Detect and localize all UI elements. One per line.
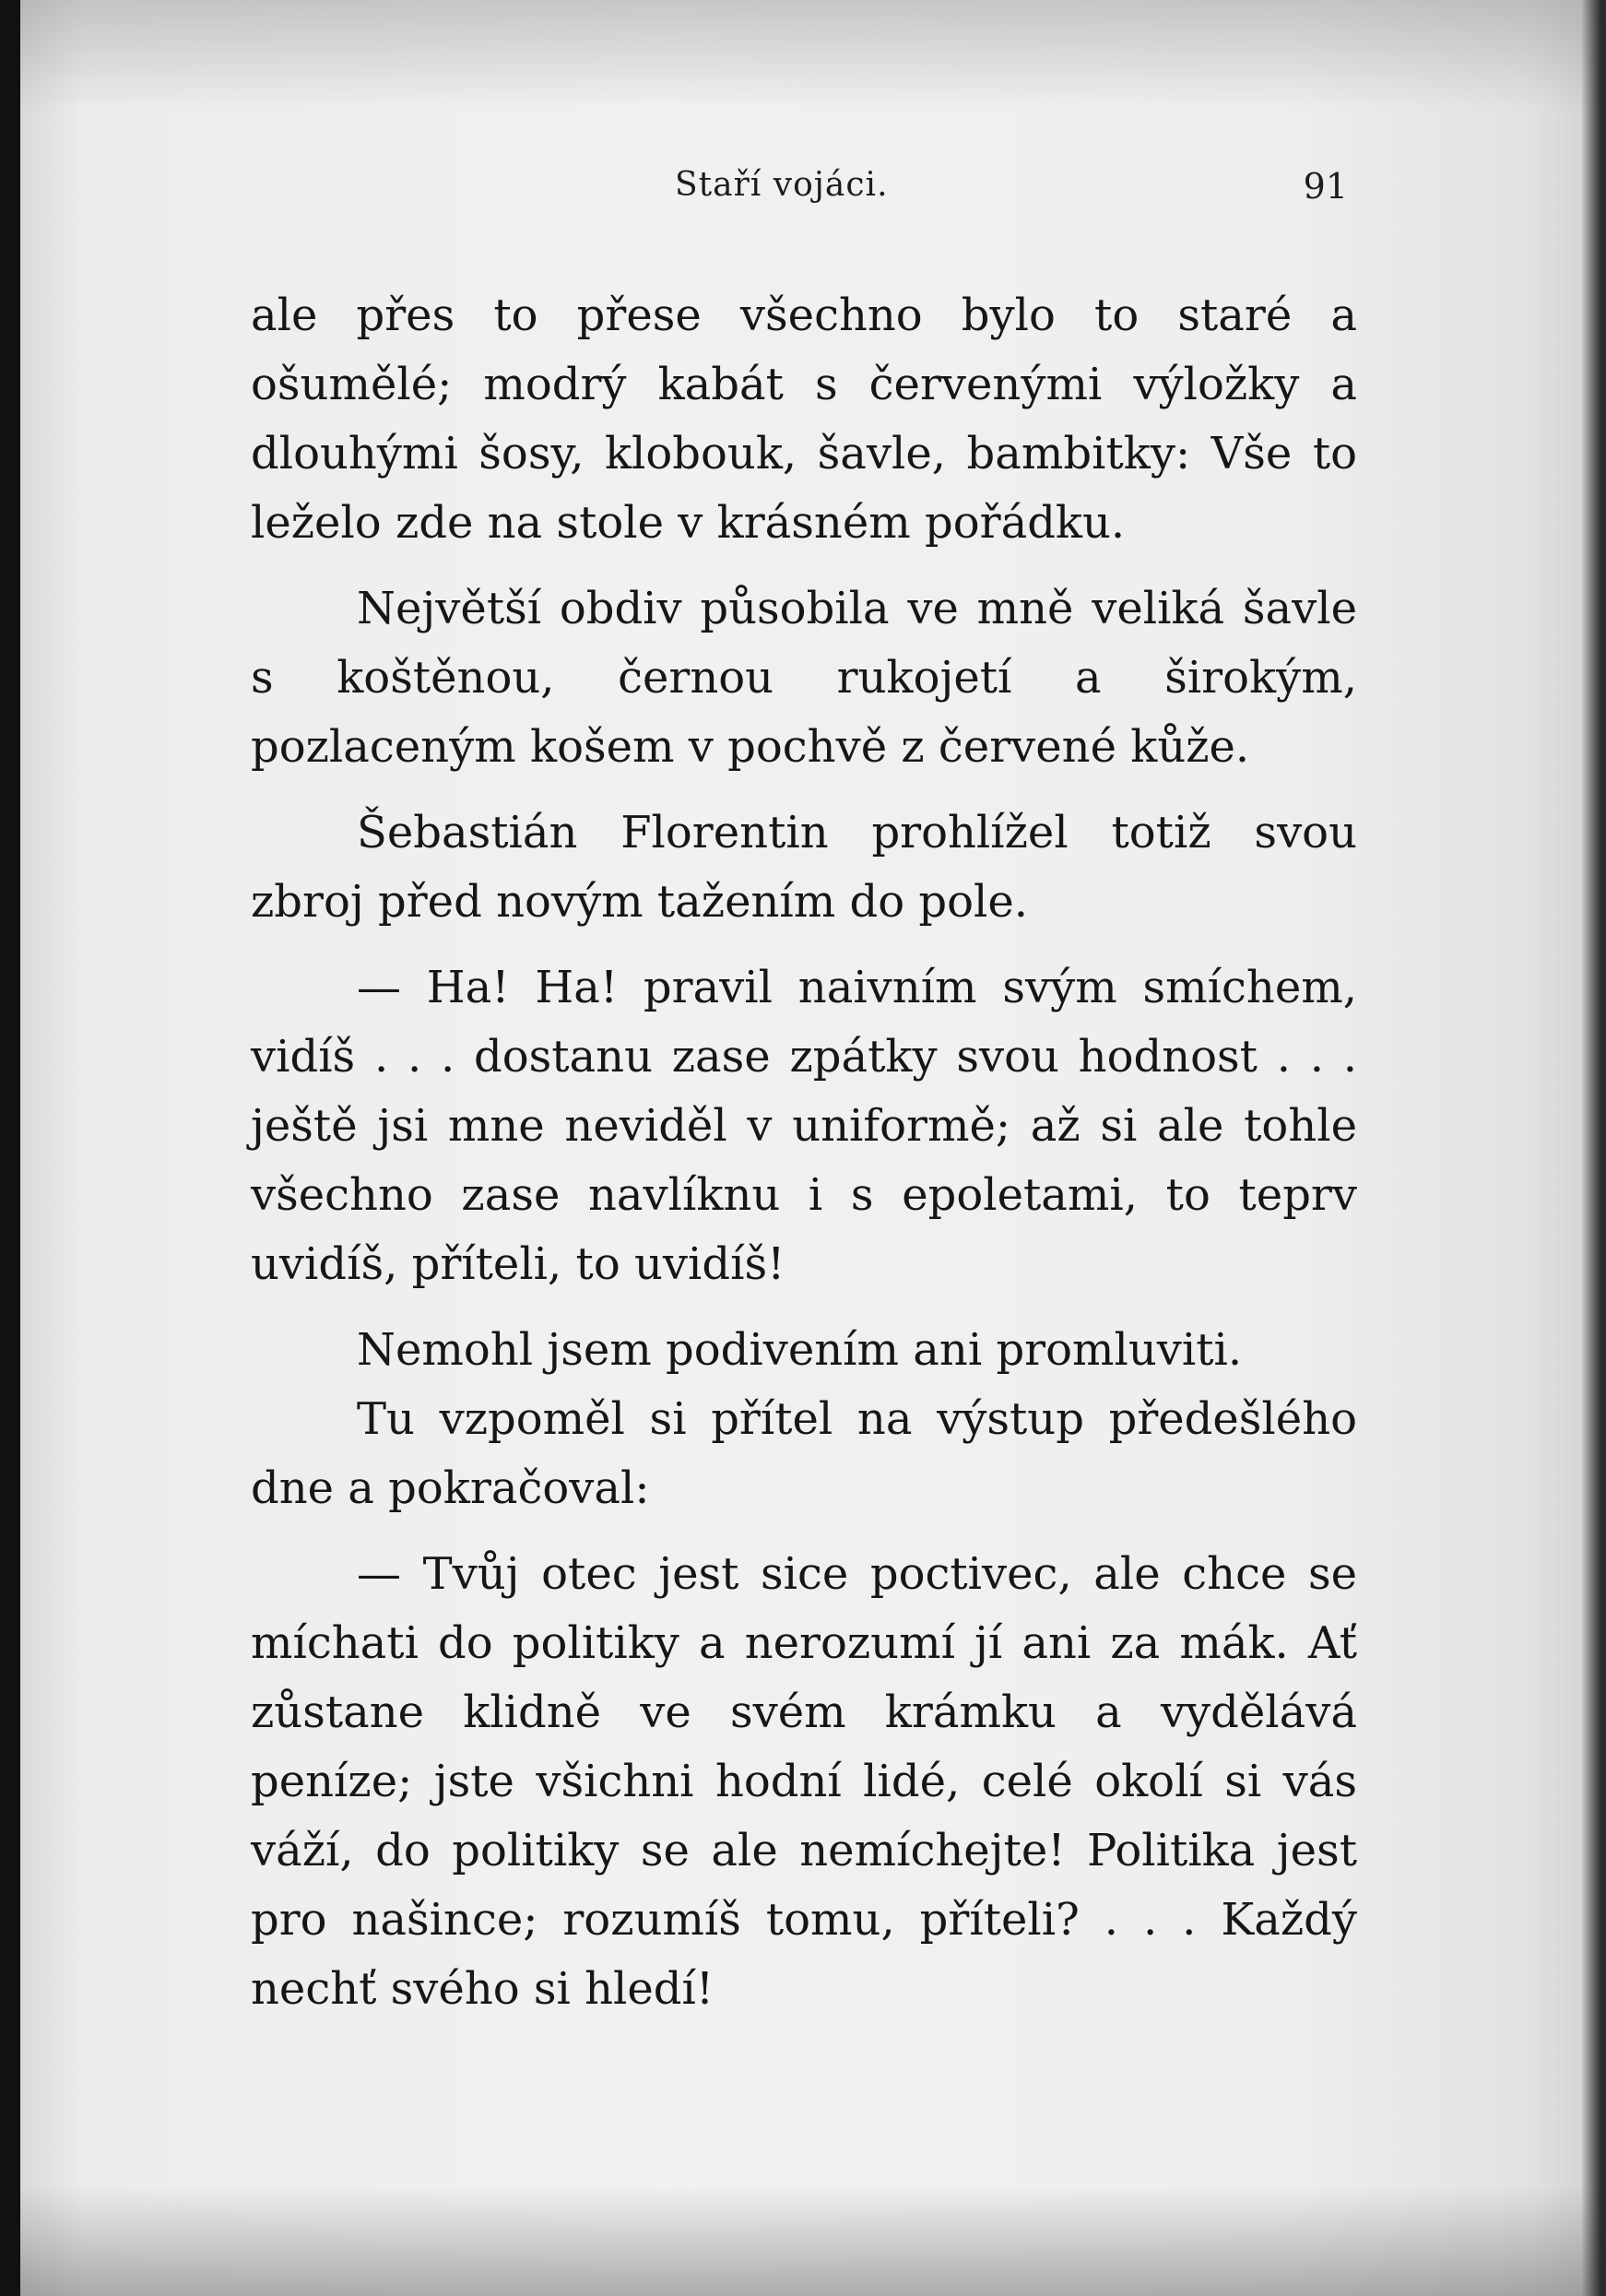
page-paper [20,0,1606,2296]
page-number: 91 [1303,166,1348,207]
paragraph: — Tvůj otec jest sice poctivec, ale chce se míchati do politiky a nerozumí jí ani za mák. Ať zůstane klidně ve svém krámku a vydělává peníze; jste všichni hodní lidé, celé okolí si vás váží, do politiky se ale nemíchejte! Politika jest pro našince; rozumíš tomu, příteli? . . . Každý nechť svého si hledí! [251,1548,1357,2015]
paragraph: — Ha! Ha! pravil naivním svým smíchem, vidíš . . . dostanu zase zpátky svou hodnost . . . ještě jsi mne neviděl v uniformě; až si ale tohle všechno zase navlíknu i s epoletami, to teprv uvidíš, příteli, to uvidíš! [251,962,1357,1290]
page-shadow-top [20,0,1606,111]
paragraph: Šebastián Florentin prohlížel totiž svou zbroj před novým tažením do pole. [251,807,1357,928]
paragraph: Nemohl jsem podivením ani promluviti. [357,1324,1243,1376]
paragraph: Tu vzpoměl si přítel na výstup předešlého dne a pokračoval: [251,1393,1357,1514]
paragraph: ale přes to přese všechno bylo to staré a ošumělé; modrý kabát s červenými výložky a dlouhými šosy, klobouk, šavle, bambitky: Vše to leželo zde na stole v krásném pořádku. [251,290,1357,549]
page-header [232,166,1348,221]
body-text [251,281,1357,2041]
page-shadow-bottom [20,2185,1606,2296]
running-title: Staří vojáci. [675,166,889,204]
page-right-edge [1582,0,1606,2296]
book-spine-edge [0,0,20,2296]
paragraph: Největší obdiv působila ve mně veliká šavle s koštěnou, černou rukojetí a širokým, pozlaceným košem v pochvě z červené kůže. [251,583,1357,773]
